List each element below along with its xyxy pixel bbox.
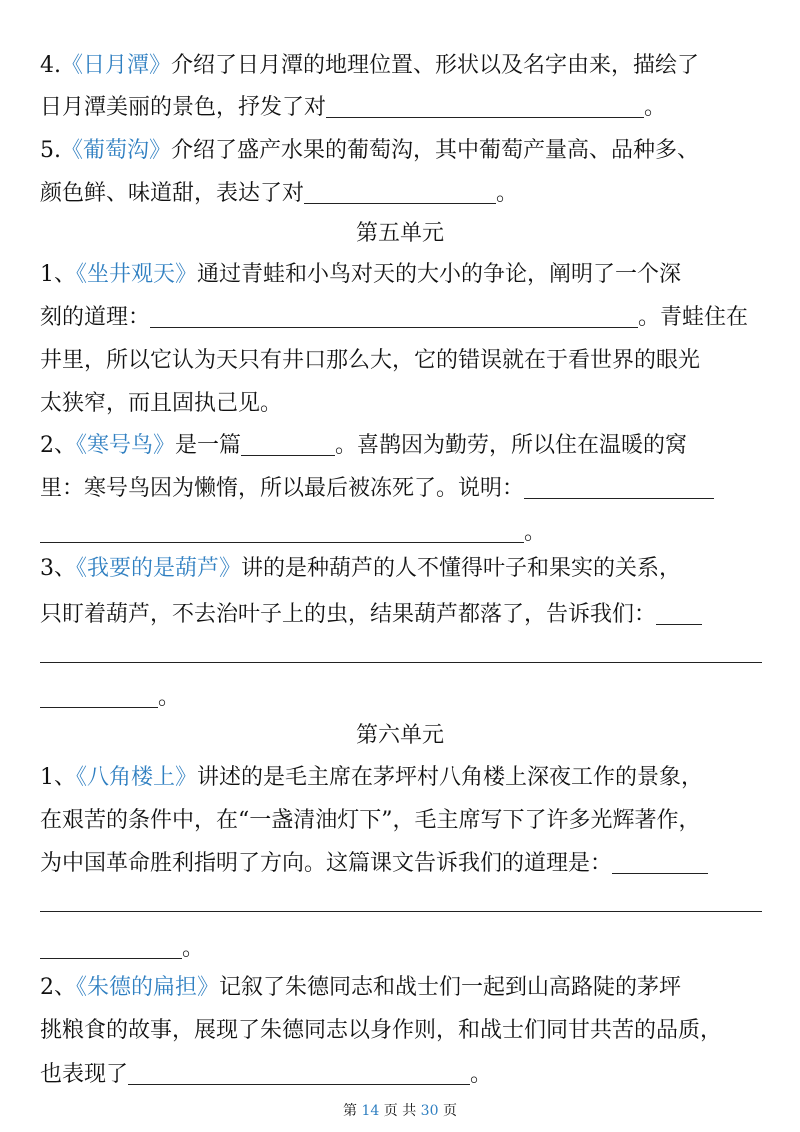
u6-q2-title: 《朱德的扁担》	[76, 975, 220, 1000]
footer-middle: 页 共	[383, 1103, 417, 1119]
item-4-line-2	[40, 86, 666, 130]
u5-q1-line-1	[40, 253, 681, 297]
u5-q1-title: 《坐井观天》	[76, 262, 198, 287]
item-4-blank[interactable]	[326, 89, 644, 118]
item-5-number: 5.	[40, 138, 61, 163]
u5-q1-text-3: 井里，所以它认为天只有井口那么大，它的错误就在于看世界的眼光	[40, 348, 701, 373]
u5-q2-line-2	[40, 467, 714, 511]
u6-q2-line-3	[40, 1053, 492, 1097]
item-5-end: 。	[496, 181, 519, 206]
u5-q2-text-2: 里：寒号鸟因为懒惰，所以最后被冻死了。说明：	[40, 476, 525, 501]
u5-q1-text-1: 通过青蛙和小鸟对天的大小的争论，阐明了一个深	[197, 262, 682, 287]
u5-q1-line-4	[40, 382, 282, 426]
u5-q2-number: 2、	[40, 433, 76, 458]
u6-q1-end: 。	[182, 936, 205, 961]
item-4-number: 4.	[40, 53, 61, 78]
u5-q2-text-1b: 。喜鹊因为勤劳，所以住在温暖的窝	[335, 433, 688, 458]
u5-q3-blank-1[interactable]	[656, 596, 702, 625]
item-5-text-2: 颜色鲜、味道甜，表达了对	[40, 181, 305, 206]
u6-q2-text-3: 也表现了	[40, 1062, 129, 1087]
u6-q1-line-2	[40, 799, 701, 843]
u6-q1-blank-3[interactable]	[40, 930, 182, 959]
u6-q1-line-3	[40, 842, 708, 886]
u5-q2-blank-1[interactable]	[241, 427, 335, 456]
u5-q1-line-2	[40, 296, 748, 340]
u5-q1-text-2a: 刻的道理：	[40, 305, 151, 330]
u6-q2-text-2: 挑粮食的故事，展现了朱德同志以身作则，和战士们同甘共苦的品质，	[40, 1018, 723, 1043]
item-5-line-1	[40, 129, 699, 173]
u6-q1-blank-2[interactable]	[40, 911, 762, 912]
u5-q3-title: 《我要的是葫芦》	[76, 556, 242, 581]
item-4-end: 。	[644, 95, 667, 120]
u6-q2-line-1	[40, 966, 681, 1010]
unit-5-heading: 第五单元	[355, 221, 444, 246]
u5-q1-line-3	[40, 339, 700, 383]
u6-q2-line-2	[40, 1009, 722, 1053]
u6-q1-text-2: 在艰苦的条件中，在“一盏清油灯下”，毛主席写下了许多光辉著作，	[40, 808, 701, 833]
u5-q1-text-2b: 。青蛙住在	[638, 305, 749, 330]
unit-6-heading: 第六单元	[355, 723, 444, 748]
item-5-text-1: 介绍了盛产水果的葡萄沟，其中葡萄产量高、品种多、	[171, 138, 700, 163]
u6-q2-text-1: 记叙了朱德同志和战士们一起到山高路陡的茅坪	[219, 975, 682, 1000]
u6-q1-line-5	[40, 927, 204, 971]
footer-prefix: 第	[343, 1103, 358, 1119]
u5-q2-text-1a: 是一篇	[175, 433, 242, 458]
u6-q1-text-1: 讲述的是毛主席在茅坪村八角楼上深夜工作的景象，	[197, 765, 704, 790]
u5-q1-text-4: 太狭窄，而且固执己见。	[40, 391, 283, 416]
footer-total-pages: 30	[420, 1103, 439, 1119]
u5-q3-blank-3[interactable]	[40, 679, 158, 708]
u5-q3-line-2	[40, 593, 702, 637]
u5-q2-end: 。	[524, 520, 547, 545]
footer-current-page: 14	[361, 1103, 380, 1119]
u5-q3-line-1	[40, 547, 681, 591]
u5-q2-blank-2[interactable]	[524, 470, 714, 499]
item-5-line-2	[40, 172, 518, 216]
u6-q2-number: 2、	[40, 975, 76, 1000]
item-4-text-1: 介绍了日月潭的地理位置、形状以及名字由来，描绘了	[171, 53, 700, 78]
u6-q1-number: 1、	[40, 765, 76, 790]
u6-q1-text-3: 为中国革命胜利指明了方向。这篇课文告诉我们的道理是：	[40, 851, 613, 876]
item-5-title: 《葡萄沟》	[61, 138, 172, 163]
u5-q2-line-1	[40, 424, 687, 468]
u5-q3-text-2: 只盯着葫芦，不去治叶子上的虫，结果葫芦都落了，告诉我们：	[40, 602, 657, 627]
u5-q1-blank[interactable]	[150, 299, 638, 328]
u6-q1-blank-1[interactable]	[612, 845, 708, 874]
item-4-title: 《日月潭》	[61, 53, 172, 78]
u6-q2-blank[interactable]	[128, 1056, 470, 1085]
u6-q2-end: 。	[470, 1062, 493, 1087]
u5-q3-end: 。	[158, 685, 181, 710]
u5-q3-blank-2[interactable]	[40, 662, 762, 663]
item-4-line-1	[40, 44, 699, 88]
u5-q3-number: 3、	[40, 556, 76, 581]
u5-q3-text-1: 讲的是种葫芦的人不懂得叶子和果实的关系，	[241, 556, 682, 581]
u6-q1-title: 《八角楼上》	[76, 765, 198, 790]
u5-q2-title: 《寒号鸟》	[76, 433, 176, 458]
u5-q2-blank-3[interactable]	[40, 514, 524, 543]
u5-q1-number: 1、	[40, 262, 76, 287]
footer-suffix: 页	[442, 1103, 457, 1119]
page-footer	[0, 1100, 800, 1120]
item-5-blank[interactable]	[304, 175, 496, 204]
u6-q1-line-1	[40, 756, 703, 800]
item-4-text-2: 日月潭美丽的景色，抒发了对	[40, 95, 327, 120]
